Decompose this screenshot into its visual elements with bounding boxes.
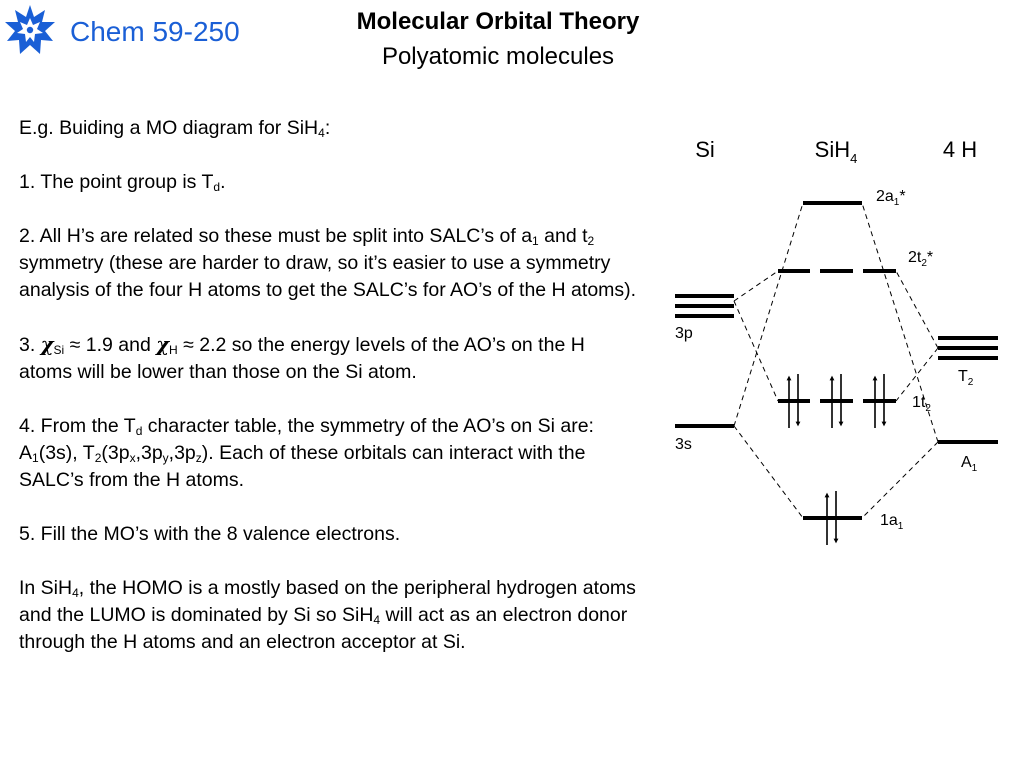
subscript: 1: [532, 234, 539, 248]
label-a1: $A_1$: [961, 454, 978, 474]
line-3p-1t2: [734, 301, 778, 401]
column-label-sih4: SiH$_4$: [814, 137, 858, 166]
subscript: d: [213, 180, 221, 194]
point-4-text: (3p: [101, 442, 130, 464]
point-3-text: 3.: [19, 334, 41, 356]
label-1t2: $1t_2$: [912, 394, 931, 414]
point-3-text: ≈ 1.9 and: [64, 334, 157, 356]
label-1a1: $1a_1$: [880, 512, 904, 532]
point-2-text: symmetry (these are harder to draw, so it’s easier to use a symmetry analysis of the four H atoms to get the SALC’s for AO’s of the H atoms).: [19, 252, 637, 301]
point-2-text: and t: [538, 225, 588, 247]
page-subtitle: Polyatomic molecules: [381, 43, 615, 70]
subscript: x: [129, 451, 136, 465]
subscript: 4: [318, 126, 325, 140]
point-3: [19, 331, 639, 386]
subscript: d: [135, 424, 143, 438]
subscript: H: [169, 343, 178, 357]
conclusion-text: , the HOMO is a mostly based on the peripheral hydrogen atoms and the LUMO is dominated by Si so SiH: [19, 577, 636, 626]
point-4-text: ,3p: [135, 442, 163, 464]
intro-paragraph: [19, 115, 639, 142]
body-text: [19, 115, 639, 656]
subscript: 2: [587, 234, 595, 248]
subscript: 2: [94, 451, 102, 465]
line-a1-1a1: [862, 442, 938, 518]
label-2a1-star: $2a_1*$: [876, 188, 906, 208]
point-3-text: ≈ 2.2 so the energy levels of the AO’s on the H atoms will be lower than those on the Si atom.: [19, 334, 585, 383]
subscript: Si: [53, 343, 65, 357]
subscript: 1: [32, 451, 39, 465]
page-title: Molecular Orbital Theory: [356, 8, 640, 35]
label-2t2-star: $2t_2*$: [908, 249, 934, 269]
label-3s: 3s: [675, 436, 692, 453]
point-1-text-end: .: [220, 171, 226, 193]
line-3s-2a1: [734, 203, 803, 426]
subscript: 4: [373, 613, 381, 627]
intro-text: E.g. Buiding a MO diagram for SiH: [19, 117, 319, 139]
point-4-text: (3s), T: [38, 442, 95, 464]
point-1: [19, 169, 639, 196]
chi-symbol: χ: [156, 333, 170, 356]
university-logo: [4, 4, 56, 56]
point-2-text: 2. All H’s are related so these must be split into SALC’s of a: [19, 225, 533, 247]
point-4: [19, 413, 639, 494]
label-3p: 3p: [675, 325, 693, 342]
chi-symbol: χ: [40, 333, 54, 356]
point-5-text: 5. Fill the MO’s with the 8 valence electrons.: [19, 523, 401, 545]
point-4-text: ). Each of these orbitals can interact with the SALC’s from the H atoms.: [19, 442, 586, 491]
line-3s-1a1: [734, 426, 803, 518]
mo-diagram: [660, 120, 1024, 560]
conclusion-text: will act as an electron donor through the H atoms and an electron acceptor at Si.: [19, 604, 628, 653]
intro-text-end: :: [324, 117, 331, 139]
point-1-text: 1. The point group is T: [19, 171, 214, 193]
maple-leaf-icon: [4, 4, 56, 56]
point-4-text: ,3p: [168, 442, 196, 464]
conclusion-text: In SiH: [19, 577, 73, 599]
point-2: [19, 223, 639, 304]
point-4-text: character table, the symmetry of the AO’s on Si are: A: [19, 415, 594, 464]
course-title: Chem 59-250: [70, 16, 240, 47]
subscript: 4: [72, 586, 79, 600]
point-5: [19, 521, 639, 548]
subscript: y: [162, 451, 169, 465]
line-3p-2t2: [734, 271, 778, 301]
line-t2-2t2: [896, 271, 938, 348]
column-label-4h: 4 H: [942, 137, 978, 162]
point-4-text: 4. From the T: [19, 415, 136, 437]
subscript: z: [195, 451, 202, 465]
column-label-si: Si: [695, 137, 715, 162]
label-t2: $T_2$: [958, 368, 974, 388]
conclusion-paragraph: [19, 575, 639, 656]
energy-levels: [675, 203, 998, 518]
